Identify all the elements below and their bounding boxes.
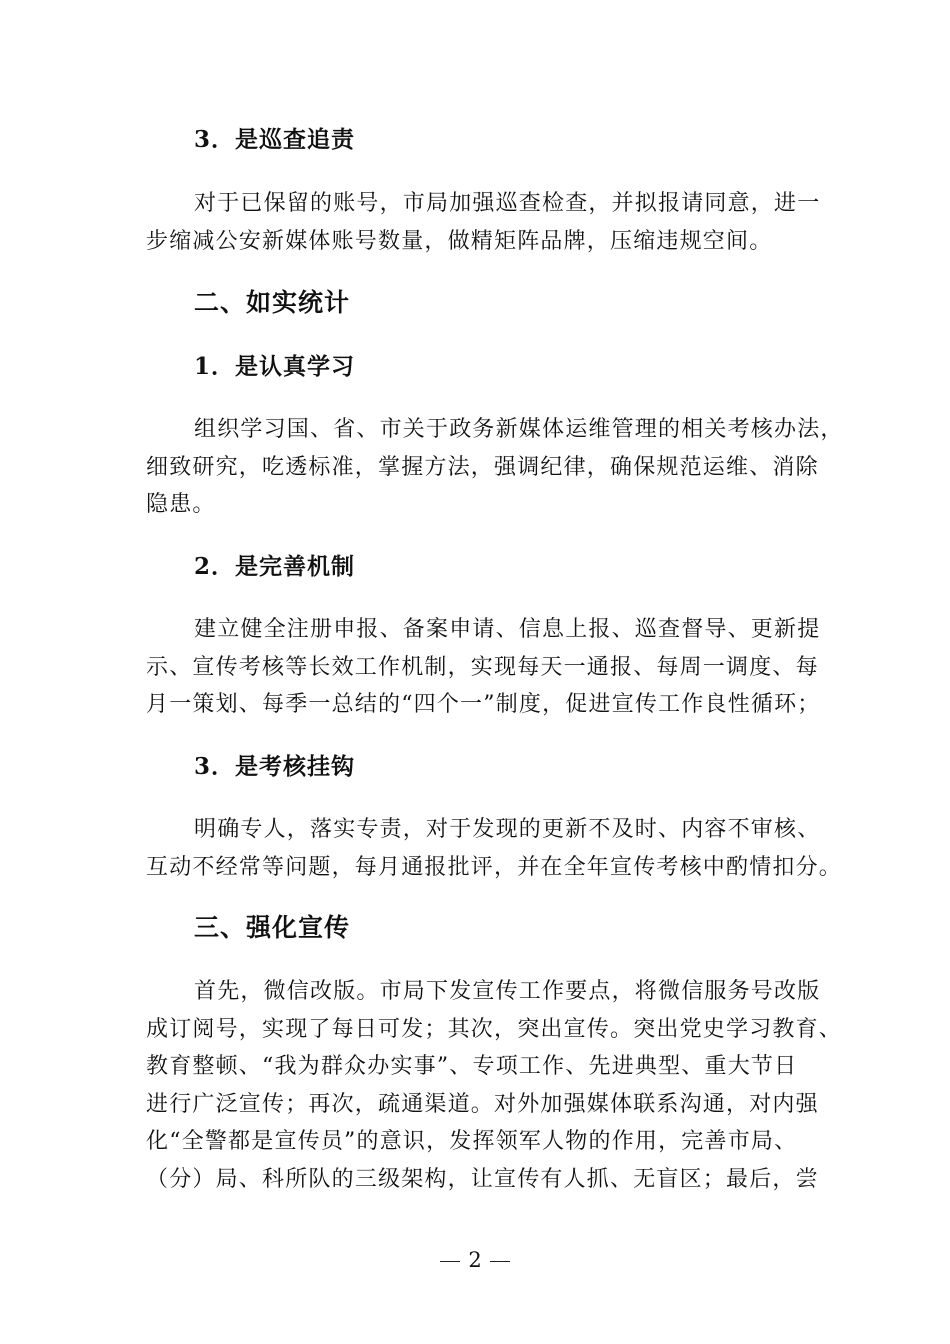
paragraph [146,411,844,524]
paragraph [146,185,821,260]
paragraph-line: 步缩减公安新媒体账号数量，做精矩阵品牌，压缩违规空间。 [146,228,773,254]
paragraph-line: 对于已保留的账号，市局加强巡查检查，并拟报请同意，进一 [194,191,821,216]
paragraph-line: 细致研究，吃透标准，掌握方法，强调纪律，确保规范运维、消除 [146,454,819,480]
paragraph-line: 隐患。 [146,492,216,517]
page-footer [0,1245,950,1275]
footer-dash-right [490,1261,510,1263]
paragraph-line: 示、宣传考核等长效工作机制，实现每天一通报、每周一调度、每 [146,654,819,680]
paragraph-line: 教育整顿、“我为群众办实事”、专项工作、先进典型、重大节日 [146,1054,798,1079]
page-number: 2 [468,1248,482,1272]
paragraph-line: 月一策划、每季一总结的“四个一”制度，促进宣传工作良性循环； [146,692,821,717]
paragraph-line: 组织学习国、省、市关于政务新媒体运维管理的相关考核办法， [194,417,844,442]
footer-dash-left [440,1261,460,1263]
paragraph-line: 成订阅号，实现了每日可发；其次，突出宣传。突出党史学习教育、 [146,1016,843,1042]
paragraph-line: 首先，微信改版。市局下发宣传工作要点，将微信服务号改版 [194,979,821,1004]
paragraph [146,973,843,1198]
paragraph-line: 互动不经常等问题，每月通报批评，并在全年宣传考核中酌情扣分。 [146,854,843,880]
paragraph-line: 化“全警都是宣传员”的意识，发挥领军人物的作用，完善市局、 [146,1129,798,1154]
section-heading: 1．是认真学习 [194,353,356,380]
chapter-heading: 二、如实统计 [194,288,351,317]
paragraph-line: 建立健全注册申报、备案申请、信息上报、巡查督导、更新提 [194,617,821,642]
section-heading: 3．是巡查追责 [194,126,356,153]
paragraph-line: （分）局、科所队的三级架构，让宣传有人抓、无盲区；最后，尝 [146,1166,819,1192]
section-heading: 3．是考核挂钩 [194,753,356,780]
chapter-heading: 三、强化宣传 [194,913,351,942]
paragraph-line: 明确专人，落实专责，对于发现的更新不及时、内容不审核、 [194,817,821,842]
paragraph [146,611,821,724]
paragraph [146,811,843,886]
section-heading: 2．是完善机制 [194,553,356,580]
paragraph-line: 进行广泛宣传；再次，疏通渠道。对外加强媒体联系沟通，对内强 [146,1091,819,1117]
